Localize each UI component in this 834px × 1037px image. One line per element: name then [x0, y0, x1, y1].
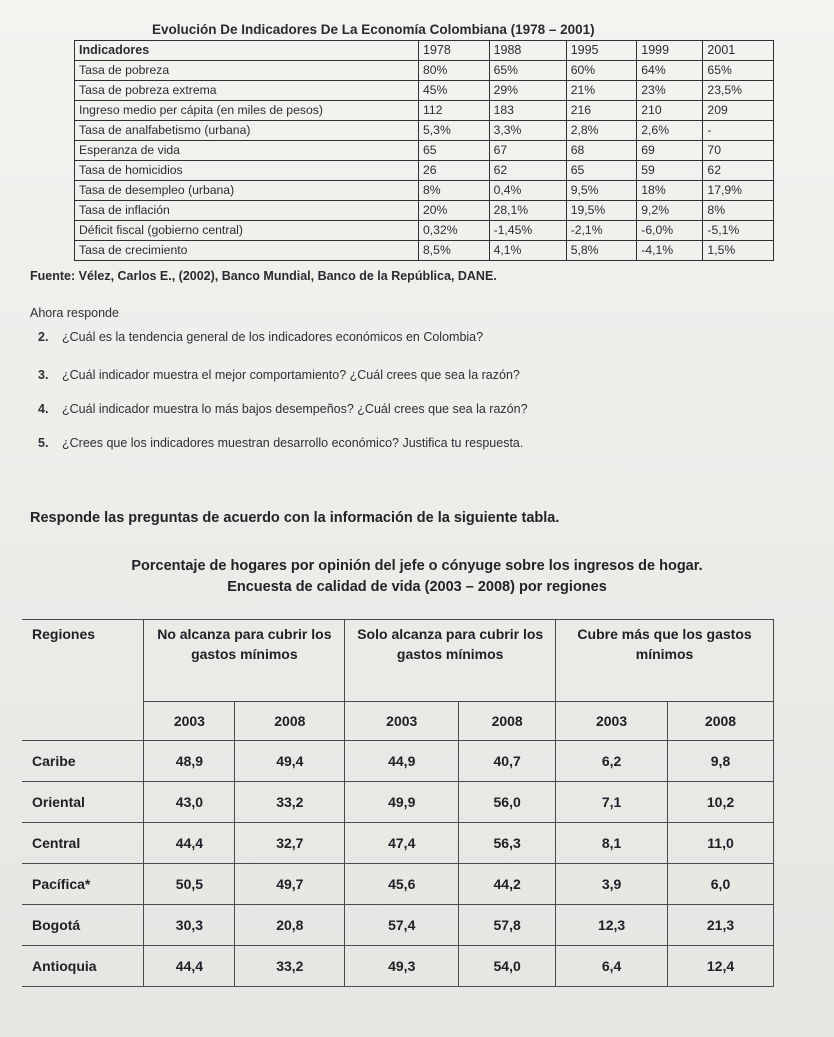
indicator-value: 18% [637, 181, 703, 201]
indicator-value: 70 [703, 141, 774, 161]
indicator-value: 210 [637, 101, 703, 121]
table1-row [75, 61, 774, 81]
percentage-value: 49,9 [345, 782, 459, 823]
percentage-value: 33,2 [235, 782, 345, 823]
table1-source: Fuente: Vélez, Carlos E., (2002), Banco Mundial, Banco de la República, DANE. [30, 269, 497, 283]
indicator-label: Déficit fiscal (gobierno central) [75, 221, 419, 241]
indicator-value: 2,8% [566, 121, 637, 141]
indicator-value: -1,45% [489, 221, 566, 241]
question-text: ¿Cuál indicador muestra lo más bajos desempeños? ¿Cuál crees que sea la razón? [62, 402, 528, 416]
table2-regions-header: Regiones [22, 620, 144, 741]
percentage-value: 47,4 [345, 823, 459, 864]
percentage-value: 44,4 [144, 823, 235, 864]
indicator-value: 45% [419, 81, 490, 101]
indicator-value: 62 [703, 161, 774, 181]
indicator-label: Tasa de homicidios [75, 161, 419, 181]
region-name: Caribe [22, 741, 144, 782]
percentage-value: 57,4 [345, 905, 459, 946]
percentage-value: 8,1 [556, 823, 668, 864]
indicator-value: 8% [703, 201, 774, 221]
table1-header-cell: Indicadores [75, 41, 419, 61]
question-text: ¿Cuál es la tendencia general de los indicadores económicos en Colombia? [62, 330, 484, 344]
indicator-value: 80% [419, 61, 490, 81]
table2-row [22, 946, 774, 987]
percentage-value: 33,2 [235, 946, 345, 987]
table1-header-cell: 1988 [489, 41, 566, 61]
indicator-value: -5,1% [703, 221, 774, 241]
indicator-value: 65% [489, 61, 566, 81]
table1-header-row [75, 41, 774, 61]
indicator-value: 5,8% [566, 241, 637, 261]
percentage-value: 40,7 [459, 741, 556, 782]
percentage-value: 44,9 [345, 741, 459, 782]
indicator-value: 2,6% [637, 121, 703, 141]
percentage-value: 10,2 [668, 782, 774, 823]
table1-row [75, 181, 774, 201]
table1-row [75, 221, 774, 241]
table2-group-row [22, 620, 774, 702]
indicator-value: 65 [419, 141, 490, 161]
indicator-value: 62 [489, 161, 566, 181]
question-text: ¿Crees que los indicadores muestran desarrollo económico? Justifica tu respuesta. [62, 436, 524, 450]
table2-title-line1: Porcentaje de hogares por opinión del jefe o cónyuge sobre los ingresos de hogar. [131, 558, 703, 574]
household-income-table [22, 619, 774, 987]
indicator-label: Tasa de crecimiento [75, 241, 419, 261]
table1-header-cell: 1995 [566, 41, 637, 61]
indicator-label: Tasa de inflación [75, 201, 419, 221]
percentage-value: 11,0 [668, 823, 774, 864]
questions-intro: Ahora responde [30, 306, 119, 320]
table1-row [75, 101, 774, 121]
question-number: 3. [38, 368, 49, 382]
question-2 [38, 330, 483, 344]
indicator-value: 4,1% [489, 241, 566, 261]
percentage-value: 49,4 [235, 741, 345, 782]
indicator-label: Tasa de pobreza extrema [75, 81, 419, 101]
percentage-value: 30,3 [144, 905, 235, 946]
percentage-value: 7,1 [556, 782, 668, 823]
table2-group-header: Solo alcanza para cubrir los gastos mínimos [345, 620, 556, 702]
percentage-value: 32,7 [235, 823, 345, 864]
indicator-value: 112 [419, 101, 490, 121]
percentage-value: 56,3 [459, 823, 556, 864]
indicator-label: Esperanza de vida [75, 141, 419, 161]
table1-row [75, 241, 774, 261]
indicator-value: - [703, 121, 774, 141]
indicator-label: Tasa de analfabetismo (urbana) [75, 121, 419, 141]
table2-row [22, 741, 774, 782]
table2-row [22, 823, 774, 864]
table2-year-header: 2008 [235, 702, 345, 741]
indicator-value: 0,4% [489, 181, 566, 201]
table2-year-header: 2008 [459, 702, 556, 741]
percentage-value: 57,8 [459, 905, 556, 946]
region-name: Oriental [22, 782, 144, 823]
table1-row [75, 121, 774, 141]
table2-year-header: 2003 [556, 702, 668, 741]
indicator-value: 29% [489, 81, 566, 101]
percentage-value: 3,9 [556, 864, 668, 905]
table2-year-header: 2008 [668, 702, 774, 741]
table1-title: Evolución De Indicadores De La Economía Colombiana (1978 – 2001) [152, 22, 595, 37]
indicator-value: -2,1% [566, 221, 637, 241]
question-3 [38, 368, 520, 382]
table1-row [75, 81, 774, 101]
indicator-value: 183 [489, 101, 566, 121]
indicator-value: 1,5% [703, 241, 774, 261]
table2-row [22, 905, 774, 946]
question-number: 2. [38, 330, 49, 344]
table1-header-cell: 1999 [637, 41, 703, 61]
indicator-value: 67 [489, 141, 566, 161]
region-name: Bogotá [22, 905, 144, 946]
indicator-value: 209 [703, 101, 774, 121]
percentage-value: 6,4 [556, 946, 668, 987]
percentage-value: 49,7 [235, 864, 345, 905]
percentage-value: 49,3 [345, 946, 459, 987]
indicator-value: 21% [566, 81, 637, 101]
percentage-value: 9,8 [668, 741, 774, 782]
percentage-value: 6,0 [668, 864, 774, 905]
indicator-value: 8% [419, 181, 490, 201]
region-name: Central [22, 823, 144, 864]
indicator-value: 20% [419, 201, 490, 221]
table2-year-header: 2003 [144, 702, 235, 741]
indicator-value: 64% [637, 61, 703, 81]
question-5 [38, 436, 523, 450]
percentage-value: 6,2 [556, 741, 668, 782]
indicator-value: 9,5% [566, 181, 637, 201]
indicator-value: -6,0% [637, 221, 703, 241]
section2-heading: Responde las preguntas de acuerdo con la información de la siguiente tabla. [30, 510, 560, 526]
indicator-value: 3,3% [489, 121, 566, 141]
table2-year-header: 2003 [345, 702, 459, 741]
indicators-table [74, 40, 774, 261]
percentage-value: 12,3 [556, 905, 668, 946]
indicator-value: 17,9% [703, 181, 774, 201]
percentage-value: 21,3 [668, 905, 774, 946]
percentage-value: 44,4 [144, 946, 235, 987]
indicator-value: 65% [703, 61, 774, 81]
percentage-value: 54,0 [459, 946, 556, 987]
indicator-value: 59 [637, 161, 703, 181]
indicator-label: Tasa de desempleo (urbana) [75, 181, 419, 201]
indicator-value: 60% [566, 61, 637, 81]
percentage-value: 50,5 [144, 864, 235, 905]
question-number: 4. [38, 402, 49, 416]
percentage-value: 20,8 [235, 905, 345, 946]
indicator-value: 28,1% [489, 201, 566, 221]
indicator-value: 65 [566, 161, 637, 181]
percentage-value: 43,0 [144, 782, 235, 823]
question-number: 5. [38, 436, 49, 450]
percentage-value: 12,4 [668, 946, 774, 987]
indicator-value: 68 [566, 141, 637, 161]
region-name: Antioquia [22, 946, 144, 987]
indicator-value: 23% [637, 81, 703, 101]
percentage-value: 56,0 [459, 782, 556, 823]
indicator-value: 26 [419, 161, 490, 181]
table2-row [22, 864, 774, 905]
indicator-value: 69 [637, 141, 703, 161]
indicator-value: 19,5% [566, 201, 637, 221]
indicator-value: 5,3% [419, 121, 490, 141]
indicator-value: 23,5% [703, 81, 774, 101]
table1-header-cell: 2001 [703, 41, 774, 61]
indicator-label: Ingreso medio per cápita (en miles de pesos) [75, 101, 419, 121]
table2-title-line2: Encuesta de calidad de vida (2003 – 2008) por regiones [227, 579, 607, 595]
indicator-label: Tasa de pobreza [75, 61, 419, 81]
indicator-value: -4,1% [637, 241, 703, 261]
indicator-value: 9,2% [637, 201, 703, 221]
table2-group-header: Cubre más que los gastos mínimos [556, 620, 774, 702]
question-text: ¿Cuál indicador muestra el mejor comportamiento? ¿Cuál crees que sea la razón? [62, 368, 520, 382]
question-4 [38, 402, 528, 416]
table1-row [75, 161, 774, 181]
indicator-value: 0,32% [419, 221, 490, 241]
percentage-value: 48,9 [144, 741, 235, 782]
table1-header-cell: 1978 [419, 41, 490, 61]
table1-row [75, 201, 774, 221]
indicator-value: 216 [566, 101, 637, 121]
indicator-value: 8,5% [419, 241, 490, 261]
region-name: Pacífica* [22, 864, 144, 905]
percentage-value: 45,6 [345, 864, 459, 905]
table2-row [22, 782, 774, 823]
table1-row [75, 141, 774, 161]
table2-group-header: No alcanza para cubrir los gastos mínimos [144, 620, 345, 702]
percentage-value: 44,2 [459, 864, 556, 905]
